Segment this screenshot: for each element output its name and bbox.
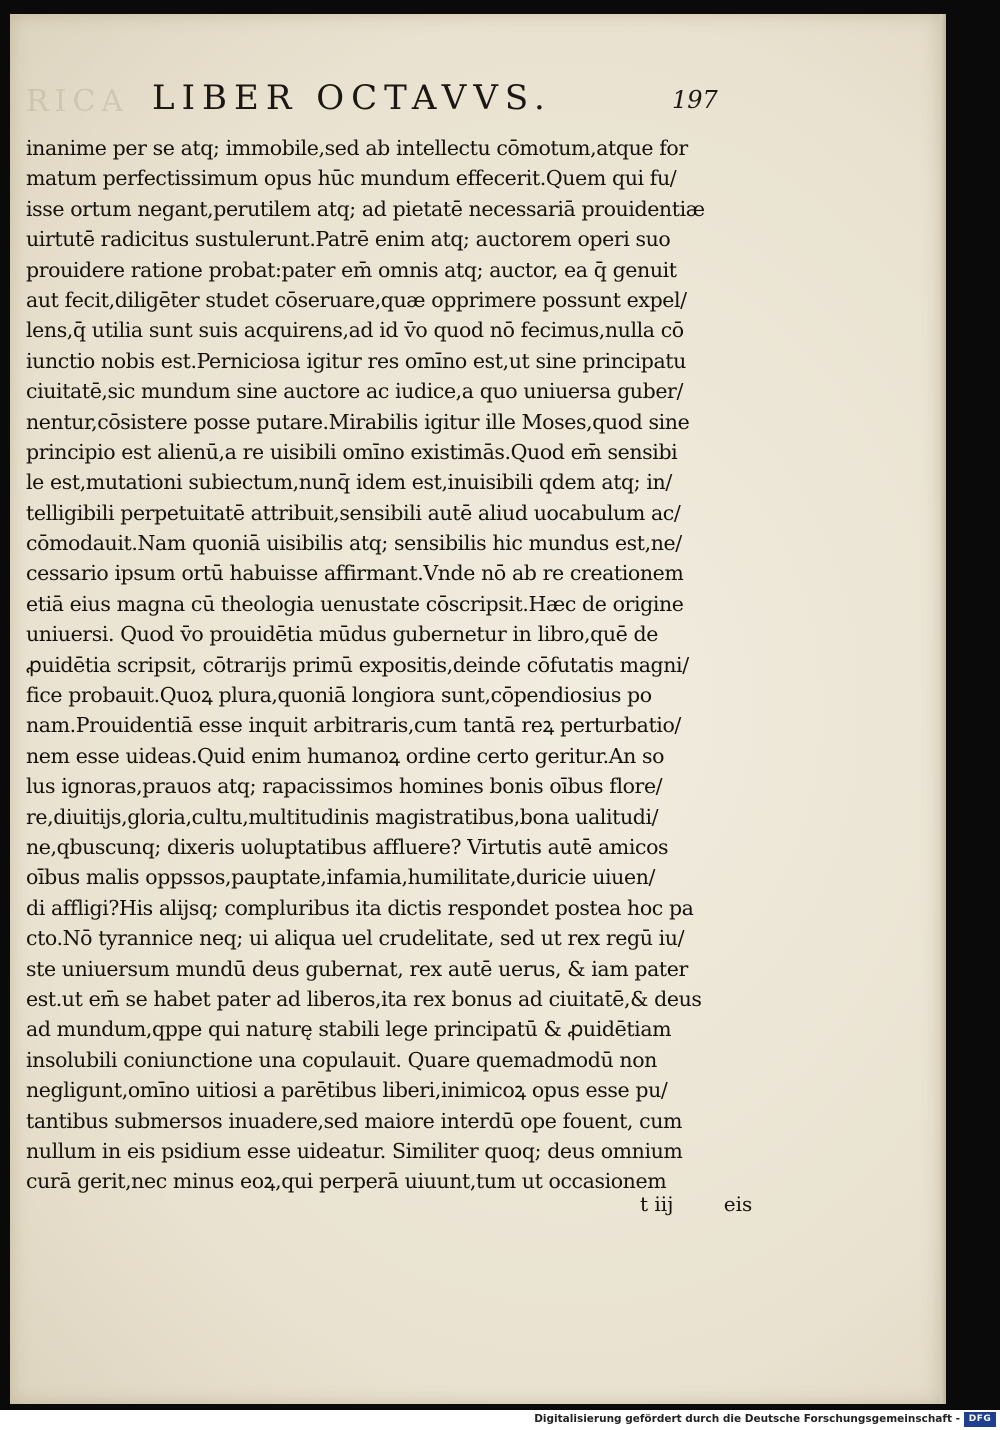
text-line: iunctio nobis est.Perniciosa igitur res omīno est,ut sine principatu bbox=[26, 348, 686, 373]
text-line: re,diuitijs,gloria,cultu,multitudinis magistratibus,bona ualitudi/ bbox=[26, 804, 659, 829]
text-line: curā gerit,nec minus eoꝝ,qui perperā uiuunt,tum ut occasionem bbox=[26, 1169, 667, 1194]
text-line: fice probauit.Quoꝝ plura,quoniā longiora sunt,cōpendiosius po bbox=[26, 683, 652, 708]
text-line: tantibus submersos inuadere,sed maiore interdū ope fouent, cum bbox=[26, 1108, 683, 1133]
text-line: matum perfectissimum opus hūc mundum effecerit.Quem qui fu/ bbox=[26, 166, 677, 191]
text-line: lus ignoras,prauos atq; rapacissimos homines bonis oībus flore/ bbox=[26, 774, 663, 799]
text-line: di affligi?His alijsq; compluribus ita dictis respondet postea hoc pa bbox=[26, 895, 694, 920]
text-line: nam.Prouidentiā esse inquit arbitraris,cum tantā reꝝ perturbatio/ bbox=[26, 713, 681, 738]
text-line: negligunt,omīno uitiosi a parētibus liberi,inimicoꝝ opus esse pu/ bbox=[26, 1078, 668, 1103]
signature-mark: t iij bbox=[640, 1192, 674, 1216]
funding-credit: Digitalisierung gefördert durch die Deutsche Forschungsgemeinschaft - bbox=[534, 1413, 960, 1425]
footer-bar bbox=[0, 1410, 1000, 1430]
text-line: uniuersi. Quod v̄o prouidētia mūdus gubernetur in libro,quē de bbox=[26, 622, 658, 647]
catchword: eis bbox=[723, 1192, 753, 1216]
text-line: ad mundum,qppe qui naturę stabili lege principatū & ꝓuidētiam bbox=[26, 1017, 672, 1042]
body-text bbox=[26, 133, 766, 1197]
text-line: ciuitatē,sic mundum sine auctore ac iudice,a quo uniuersa guber/ bbox=[26, 379, 683, 404]
text-line: cto.Nō tyrannice neq; ui aliqua uel crudelitate, sed ut rex regū iu/ bbox=[26, 926, 685, 951]
text-line: telligibili perpetuitatē attribuit,sensibili autē aliud uocabulum ac/ bbox=[26, 500, 681, 525]
text-line: insolubili coniunctione una copulauit. Quare quemadmodū non bbox=[26, 1047, 657, 1072]
text-line: principio est alienū,a re uisibili omīno existimās.Quod em̄ sensibi bbox=[26, 439, 678, 464]
bleed-through-text: RICA bbox=[26, 84, 130, 119]
text-line: isse ortum negant,perutilem atq; ad pietatē necessariā prouidentiæ bbox=[26, 196, 705, 221]
text-line: nentur,cōsistere posse putare.Mirabilis igitur ille Moses,quod sine bbox=[26, 409, 690, 434]
text-line: le est,mutationi subiectum,nunq̄ idem est,inuisibili qdem atq; in/ bbox=[26, 470, 672, 495]
text-line: nullum in eis psidium esse uideatur. Similiter quoq; deus omnium bbox=[26, 1138, 683, 1163]
text-line: aut fecit,diligēter studet cōseruare,quæ opprimere possunt expel/ bbox=[26, 287, 687, 312]
text-line: inanime per se atq; immobile,sed ab intellectu cōmotum,atque for bbox=[26, 136, 688, 160]
text-line: ne,qbuscunq; dixeris uoluptatibus affluere? Virtutis autē amicos bbox=[26, 834, 669, 859]
text-line: cōmodauit.Nam quoniā uisibilis atq; sensibilis hic mundus est,ne/ bbox=[26, 531, 682, 556]
text-line: etiā eius magna cū theologia uenustate cōscripsit.Hæc de origine bbox=[26, 591, 684, 616]
dfg-logo: DFG bbox=[964, 1412, 996, 1427]
text-line: nem esse uideas.Quid enim humanoꝝ ordine certo geritur.An so bbox=[26, 743, 665, 768]
text-line: oībus malis oppssos,pauptate,infamia,humilitate,duricie uiuen/ bbox=[26, 865, 656, 890]
text-line: cessario ipsum ortū habuisse affirmant.Vnde nō ab re creationem bbox=[26, 561, 684, 586]
text-line: uirtutē radicitus sustulerunt.Patrē enim atq; auctorem operi suo bbox=[26, 227, 671, 252]
page-number: 197 bbox=[672, 86, 718, 114]
page-edge bbox=[940, 14, 946, 1404]
text-line: prouidere ratione probat:pater em̄ omnis atq; auctor, ea q̄ genuit bbox=[26, 257, 677, 282]
text-line: est.ut em̄ se habet pater ad liberos,ita rex bonus ad ciuitatē,& deus bbox=[26, 986, 702, 1011]
text-line: ste uniuersum mundū deus gubernat, rex autē uerus, & iam pater bbox=[26, 956, 688, 981]
text-line: lens,q̄ utilia sunt suis acquirens,ad id v̄o quod nō fecimus,nulla cō bbox=[26, 318, 684, 343]
text-line: ꝓuidētia scripsit, cōtrarijs primū expositis,deinde cōfutatis magni/ bbox=[26, 652, 689, 677]
running-head: LIBER OCTAVVS. bbox=[152, 78, 552, 118]
catchline bbox=[640, 1192, 752, 1216]
